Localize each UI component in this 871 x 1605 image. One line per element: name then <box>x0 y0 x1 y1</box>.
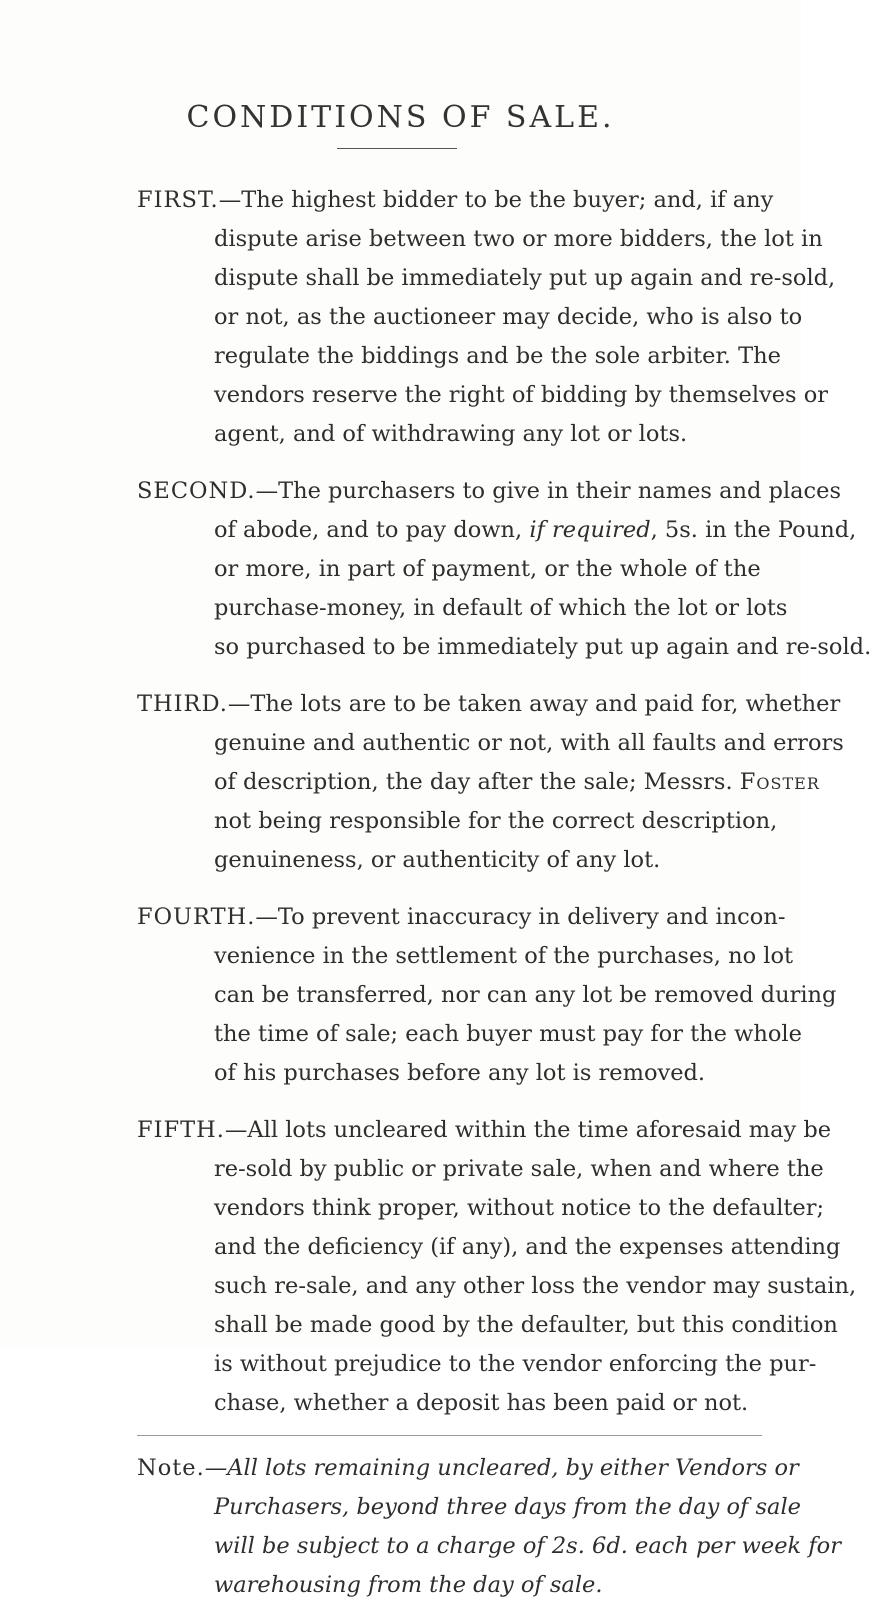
condition-third-line-2: genuine and authentic or not, with all faults and errors <box>214 730 844 756</box>
condition-fifth-line-6: shall be made good by the defaulter, but this condition <box>214 1312 838 1338</box>
condition-fourth-text-1: —To prevent inaccuracy in delivery and incon- <box>255 904 786 930</box>
condition-first-label: FIRST. <box>137 187 219 213</box>
condition-first-line-7: agent, and of withdrawing any lot or lots. <box>214 421 688 447</box>
condition-fourth-line-3: can be transferred, nor can any lot be removed during <box>214 982 837 1008</box>
condition-fifth-text-1: —All lots uncleared within the time aforesaid may be <box>224 1117 832 1143</box>
condition-fourth-line-1 <box>137 898 785 937</box>
condition-third-text-1: —The lots are to be taken away and paid for, whether <box>227 691 841 717</box>
condition-second-line-2 <box>214 511 856 550</box>
condition-fifth-line-5: such re-sale, and any other loss the vendor may sustain, <box>214 1273 857 1299</box>
condition-first-line-4: or not, as the auctioneer may decide, who is also to <box>214 304 803 330</box>
condition-second-line-1 <box>137 472 841 511</box>
condition-third-line-4: not being responsible for the correct description, <box>214 808 778 834</box>
condition-third-text-3a: of description, the day after the sale; Messrs. <box>214 769 733 795</box>
title-divider <box>337 148 457 149</box>
condition-third-line-5: genuineness, or authenticity of any lot. <box>214 847 661 873</box>
condition-second-label: SECOND. <box>137 478 256 504</box>
note-text-1: —All lots remaining uncleared, by either Vendors or <box>204 1455 799 1481</box>
condition-first-line-2: dispute arise between two or more bidders, the lot in <box>214 226 823 252</box>
condition-second-line-5: so purchased to be immediately put up again and re-sold. <box>214 634 871 660</box>
note-label: Note. <box>137 1455 205 1481</box>
condition-fifth-line-4: and the deficiency (if any), and the expenses attending <box>214 1234 841 1260</box>
condition-second-text-2a: of abode, and to pay down, <box>214 517 523 543</box>
condition-fifth-line-7: is without prejudice to the vendor enforcing the pur- <box>214 1351 817 1377</box>
condition-second-line-4: purchase-money, in default of which the lot or lots <box>214 595 788 621</box>
note-line-1 <box>137 1449 799 1488</box>
condition-first-line-3: dispute shall be immediately put up again and re-sold, <box>214 265 836 291</box>
condition-third-text-3b: Foster <box>739 769 820 795</box>
condition-third-line-3 <box>214 763 820 802</box>
note-line-2: Purchasers, beyond three days from the day of sale <box>214 1494 801 1520</box>
condition-second-text-2b: if required <box>529 517 651 543</box>
condition-third-line-1 <box>137 685 840 724</box>
note-line-4: warehousing from the day of sale. <box>214 1572 603 1598</box>
note-divider <box>137 1435 762 1436</box>
condition-second-line-3: or more, in part of payment, or the whole of the <box>214 556 761 582</box>
condition-fifth-line-3: vendors think proper, without notice to the defaulter; <box>214 1195 825 1221</box>
condition-first-text-1: —The highest bidder to be the buyer; and, if any <box>218 187 774 213</box>
condition-fifth-label: FIFTH. <box>137 1117 225 1143</box>
condition-second-text-1: —The purchasers to give in their names and places <box>255 478 842 504</box>
condition-fourth-line-5: of his purchases before any lot is removed. <box>214 1060 706 1086</box>
condition-first-line-1 <box>137 181 773 220</box>
condition-second-text-2c: , 5s. in the Pound, <box>650 517 857 543</box>
condition-fifth-line-8: chase, whether a deposit has been paid or not. <box>214 1390 749 1416</box>
condition-first-line-5: regulate the biddings and be the sole arbiter. The <box>214 343 781 369</box>
condition-fifth-line-2: re-sold by public or private sale, when and where the <box>214 1156 824 1182</box>
condition-first-line-6: vendors reserve the right of bidding by themselves or <box>214 382 829 408</box>
page-title: CONDITIONS OF SALE. <box>186 100 615 135</box>
condition-fourth-label: FOURTH. <box>137 904 256 930</box>
condition-third-label: THIRD. <box>137 691 228 717</box>
note-line-3: will be subject to a charge of 2s. 6d. each per week for <box>214 1533 841 1559</box>
condition-fourth-line-4: the time of sale; each buyer must pay for the whole <box>214 1021 802 1047</box>
condition-fourth-line-2: venience in the settlement of the purchases, no lot <box>214 943 794 969</box>
condition-fifth-line-1 <box>137 1111 831 1150</box>
